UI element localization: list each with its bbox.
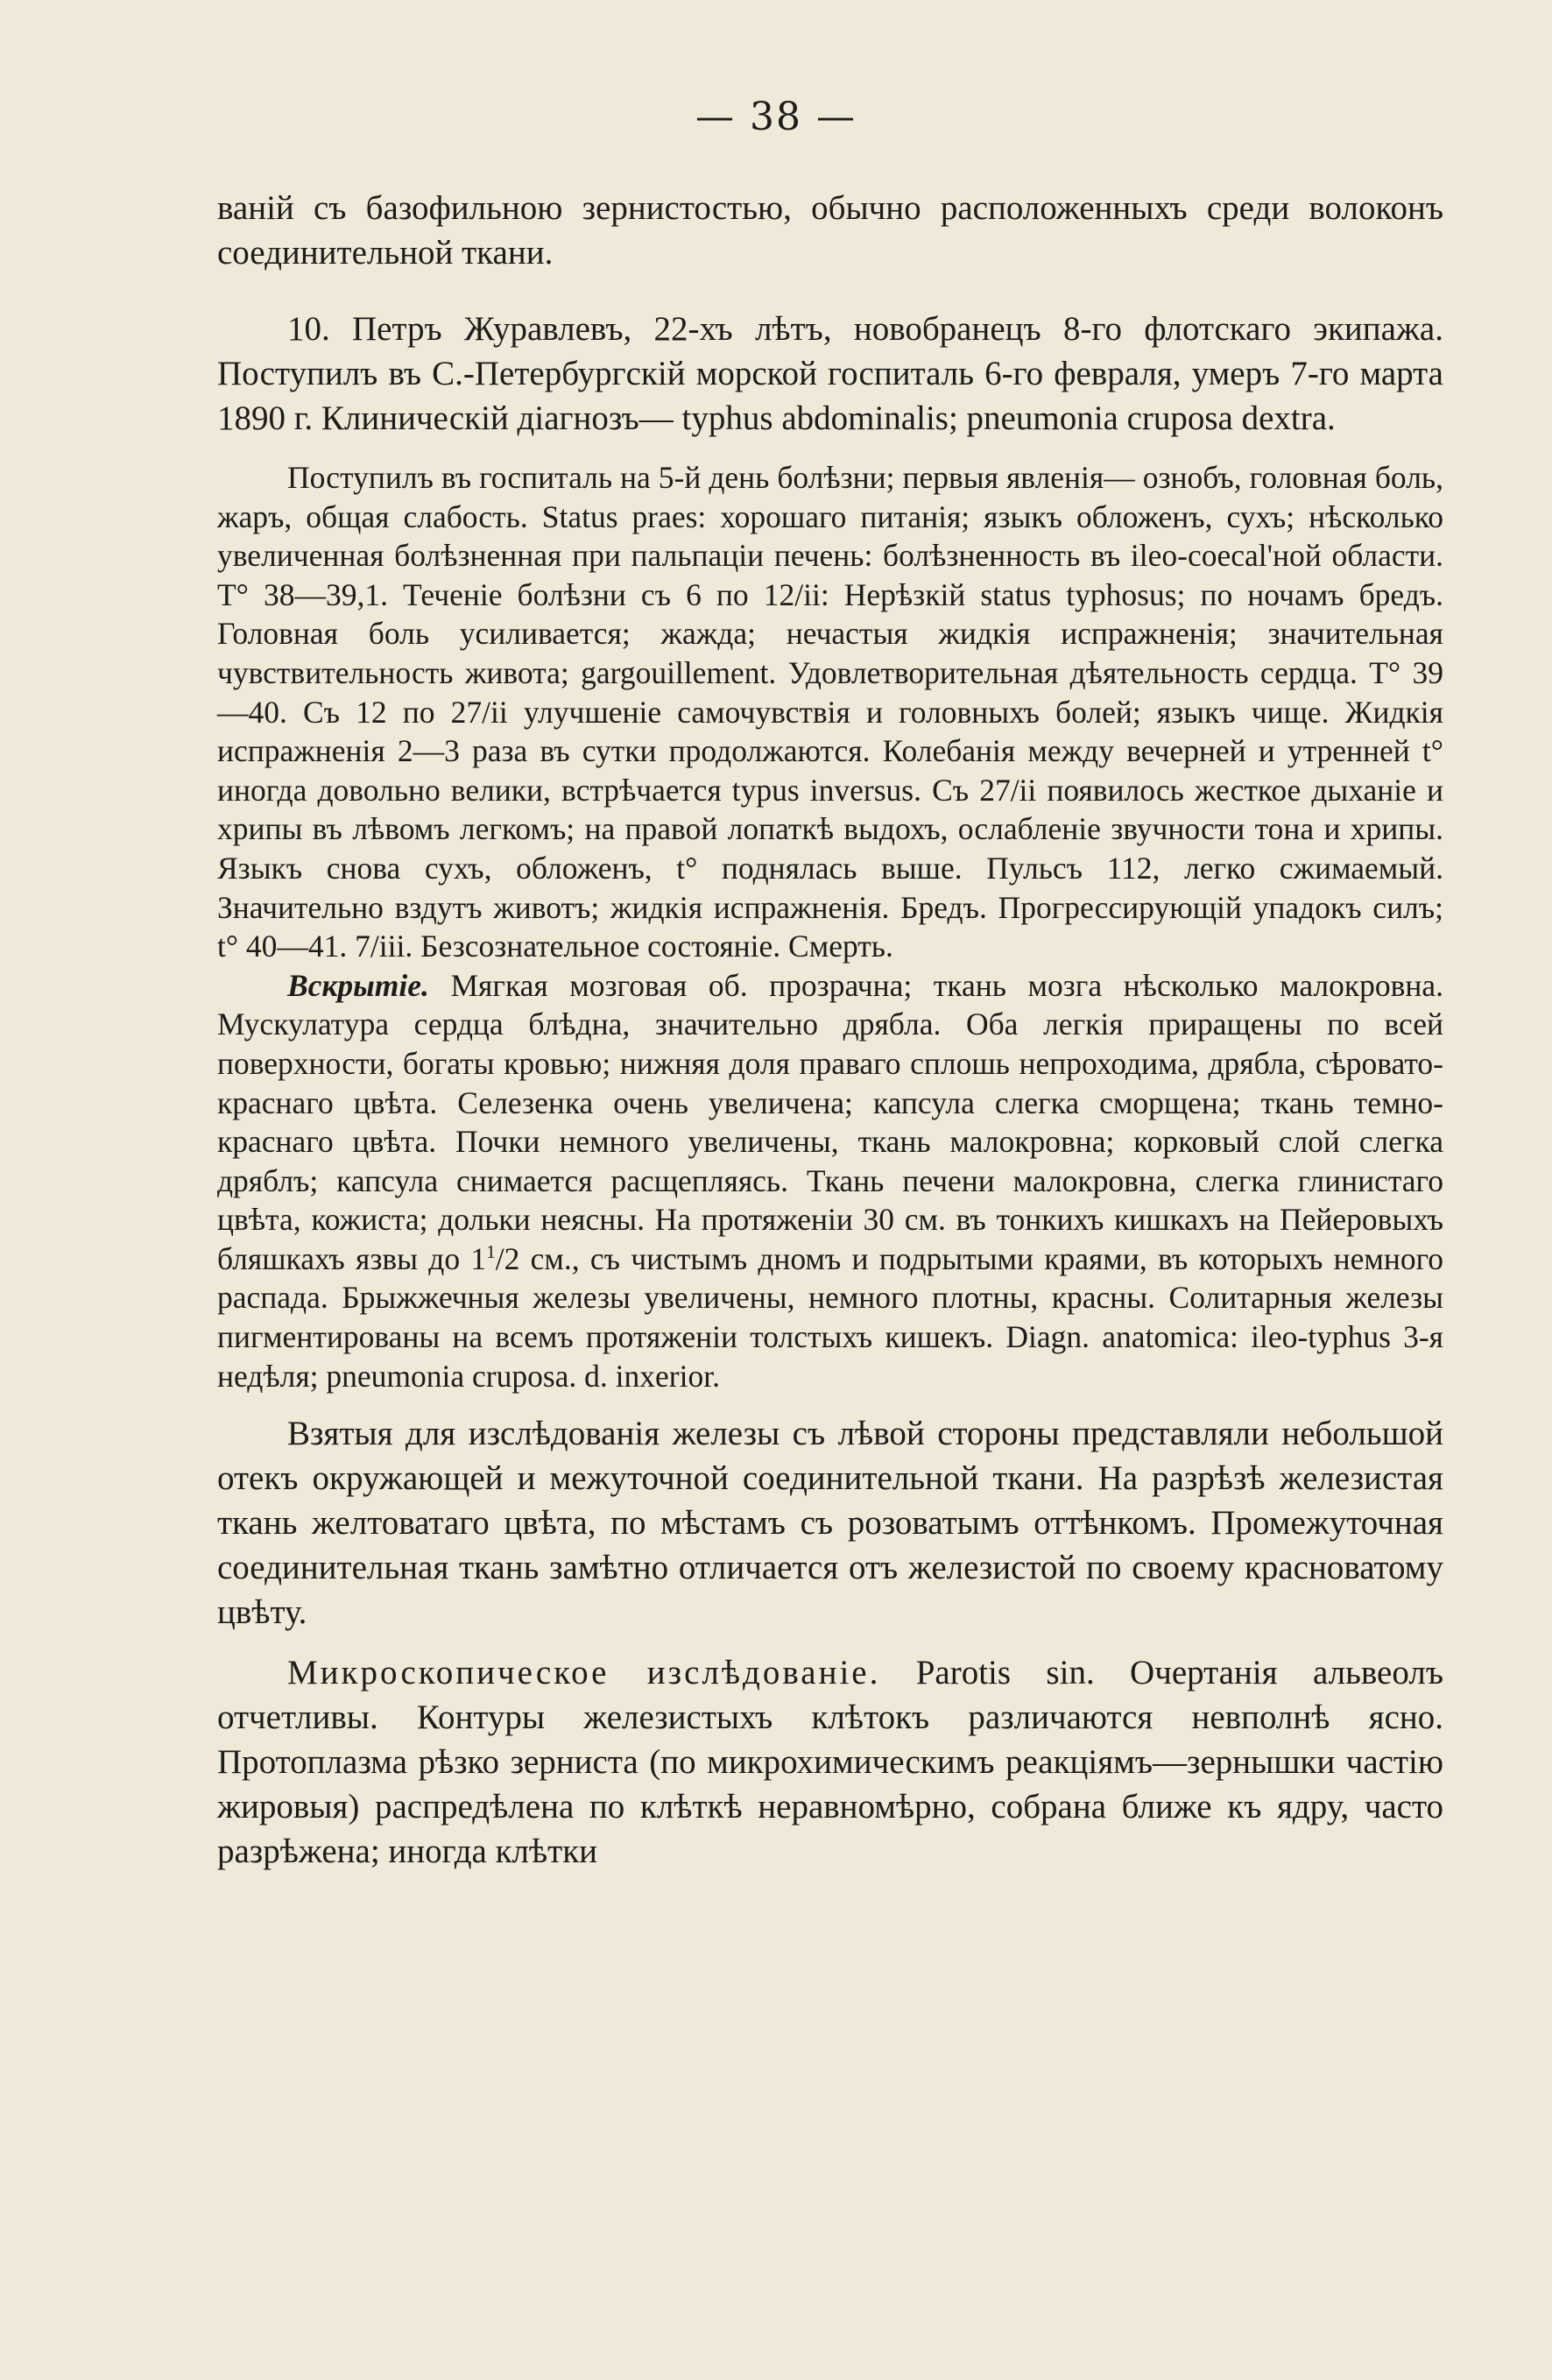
autopsy-text-part2: /2 см., съ чистымъ дномъ и подрытыми краями, въ которыхъ немного распада. Брыжжечныя железы увеличены, немного плотны, красны. Солитарныя железы пигментированы на всемъ протяженіи толстыхъ кишекъ. Diagn. anatomica: ileo-typhus 3-я недѣля; pneumonia cruposa. d. inxerior. [217,1240,1444,1394]
paragraph-microscopy [217,1650,1443,1874]
paragraph-glands: Взятыя для изслѣдованія железы съ лѣвой стороны представляли небольшой отекъ окружающей и межуточной соединительной ткани. На разрѣзѣ железистая ткань желтоватаго цвѣта, по мѣстамъ съ розоватымъ оттѣнкомъ. Промежуточная соединительная ткань замѣтно отличается отъ железистой по своему красноватому цвѣту. [217,1415,1443,1632]
paragraph-autopsy [217,966,1443,1396]
body-text [217,186,1443,1874]
paragraph-case-history: Поступилъ въ госпиталь на 5-й день болѣзни; первыя явленія— ознобъ, головная боль, жаръ, общая слабость. Status praes: хорошаго питанія; языкъ обложенъ, сухъ; нѣсколько увеличенная болѣзненная при пальпаціи печень: болѣзненность въ ileo-coecal'ной области. T° 38—39,1. Теченіе болѣзни съ 6 по 12/ii: Нерѣзкій status typhosus; по ночамъ бредъ. Головная боль усиливается; жажда; нечастыя жидкія испражненія; значительная чувствительность живота; gargouillement. Удовлетворительная дѣятельность сердца. T° 39—40. Съ 12 по 27/ii улучшеніе самочувствія и головныхъ болей; языкъ чище. Жидкія испражненія 2—3 раза въ сутки продолжаются. Колебанія между вечерней и утренней t° иногда довольно велики, встрѣчается typus inversus. Съ 27/ii появилось жесткое дыханіе и хрипы въ лѣвомъ легкомъ; на правой лопаткѣ выдохъ, ослабленіе звучности тона и хрипы. Языкъ снова сухъ, обложенъ, t° поднялась выше. Пульсъ 112, легко сжимаемый. Значительно вздутъ животъ; жидкія испражненія. Бредъ. Прогрессирующій упадокъ силъ; t° 40—41. 7/iii. Безсознательное состояніе. Смерть. [217,460,1443,964]
microscopy-heading: Микроскопическое изслѣдованіе. [287,1654,881,1692]
paragraph-continuation: ваній съ базофильною зернистостью, обычно расположенныхъ среди волоконъ соединительной ткани. [217,189,1443,272]
autopsy-superscript: 1 [486,1241,496,1263]
paragraph-case-intro: 10. Петръ Журавлевъ, 22-хъ лѣтъ, новобранецъ 8-го флотскаго экипажа. Поступилъ въ С.-Петербургскій морской госпиталь 6-го февраля, умеръ 7-го марта 1890 г. Клиническій діагнозъ— typhus abdominalis; pneumonia cruposa dextra. [217,310,1443,437]
autopsy-heading: Вскрытіе. [287,967,429,1003]
microscopy-text: Parotis sin. Очертанія альвеолъ отчетливы. Контуры железистыхъ клѣтокъ различаются невполнѣ ясно. Протоплазма рѣзко зерниста (по микрохимическимъ реакціямъ—зернышки частію жировыя) распредѣлена по клѣткѣ неравномѣрно, собрана ближе къ ядру, часто разрѣжена; иногда клѣтки [217,1654,1443,1871]
page-number: — 38 — [695,95,857,139]
autopsy-text-part1: Мягкая мозговая об. прозрачна; ткань мозга нѣсколько малокровна. Мускулатура сердца блѣдна, значительно дрябла. Оба легкія приращены по всей поверхности, богаты кровью; нижняя доля праваго сплошь непроходима, дрябла, сѣровато-краснаго цвѣта. Селезенка очень увеличена; капсула слегка сморщена; ткань темно-краснаго цвѣта. Почки немного увеличены, ткань малокровна; корковый слой слегка дряблъ; капсула снимается расщепляясь. Ткань печени малокровна, слегка глинистаго цвѣта, кожиста; дольки неясны. На протяженіи 30 см. въ тонкихъ кишкахъ на Пейеровыхъ бляшкахъ язвы до 1 [217,967,1443,1276]
